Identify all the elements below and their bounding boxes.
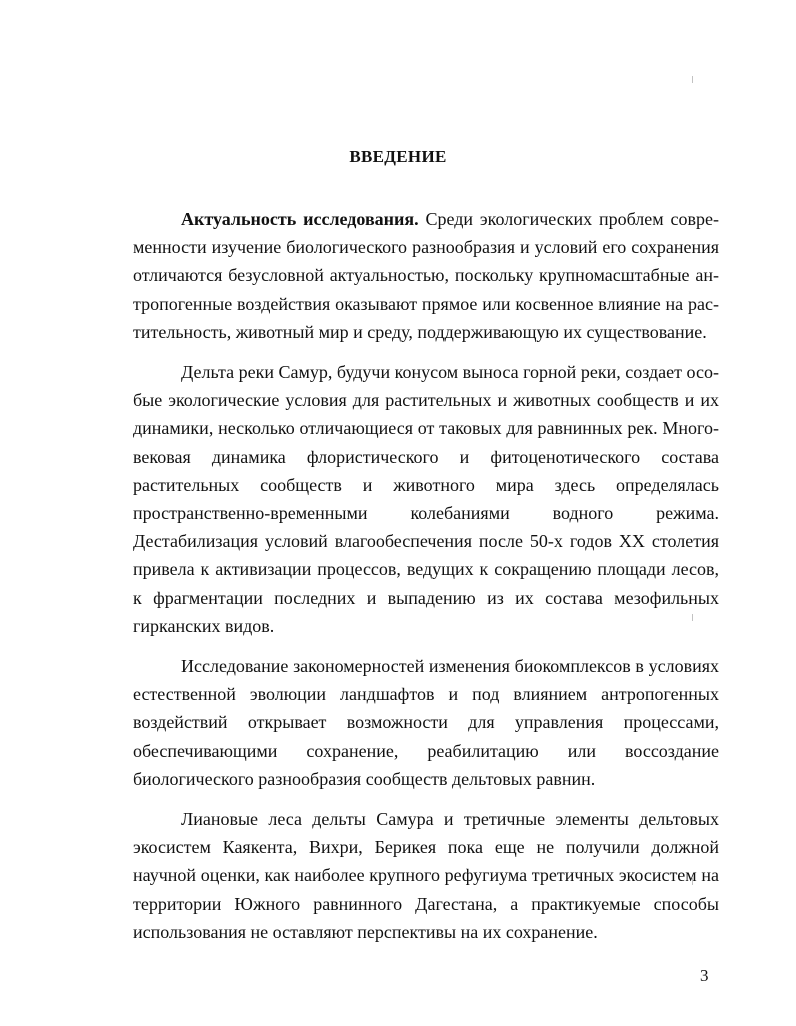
paragraph-4 bbox=[133, 805, 719, 946]
paragraph-text: Дельта реки Самур, будучи конусом выноса горной реки, создает особые экологические условия для растительных и животных сообществ и их динамики, несколько отличающиеся от таковых для равнинных рек. Многовековая динамика флористического и фитоценотического состава растительных сообществ и животного мира здесь определялась пространственно-временными колебаниями водного режима. Дестабилизация условий влагообеспечения после 50-х годов XX столетия привела к активизации процессов, ведущих к сокращению площади лесов, к фрагментации последних и выпадению из их состава мезофильных гирканских видов. bbox=[133, 362, 719, 636]
paragraph-3 bbox=[133, 652, 719, 793]
scan-speck bbox=[692, 614, 696, 621]
section-heading: ВВЕДЕНИЕ bbox=[349, 147, 447, 166]
paragraph-lead: Актуальность исследования. bbox=[181, 209, 419, 229]
paragraph-2 bbox=[133, 358, 719, 640]
paragraph-text: Лиановые леса дельты Самура и третичные элементы дельтовых экосистем Каякента, Вихри, Берикея пока еще не получили должной научной оценки, как наиболее крупного рефугиума третичных экосистем на территории Южного равнинного Дагестана, а практикуемые способы использования не оставляют перспективы на их сохранение. bbox=[133, 809, 719, 942]
paragraph-text: Исследование закономерностей изменения биокомплексов в условиях естественной эволюции ландшафтов и под влиянием антропогенных воздействий открывает возможности для управления процессами, обеспечивающими сохранение, реабилитацию или воссоздание биологического разнообразия сообществ дельтовых равнин. bbox=[133, 656, 719, 789]
page-number: 3 bbox=[700, 966, 709, 985]
scan-speck bbox=[692, 76, 696, 83]
body-text bbox=[133, 205, 719, 958]
scan-speck bbox=[692, 878, 696, 885]
paragraph-1 bbox=[133, 205, 719, 346]
paragraph-text: Среди экологических проблем современности изучение биологического разнообразия и условий его сохранения отличаются безусловной актуальностью, поскольку крупномасштабные антропогенные воздействия оказывают прямое или косвенное влияние на растительность, животный мир и среду, поддерживающую их существование. bbox=[133, 209, 719, 342]
